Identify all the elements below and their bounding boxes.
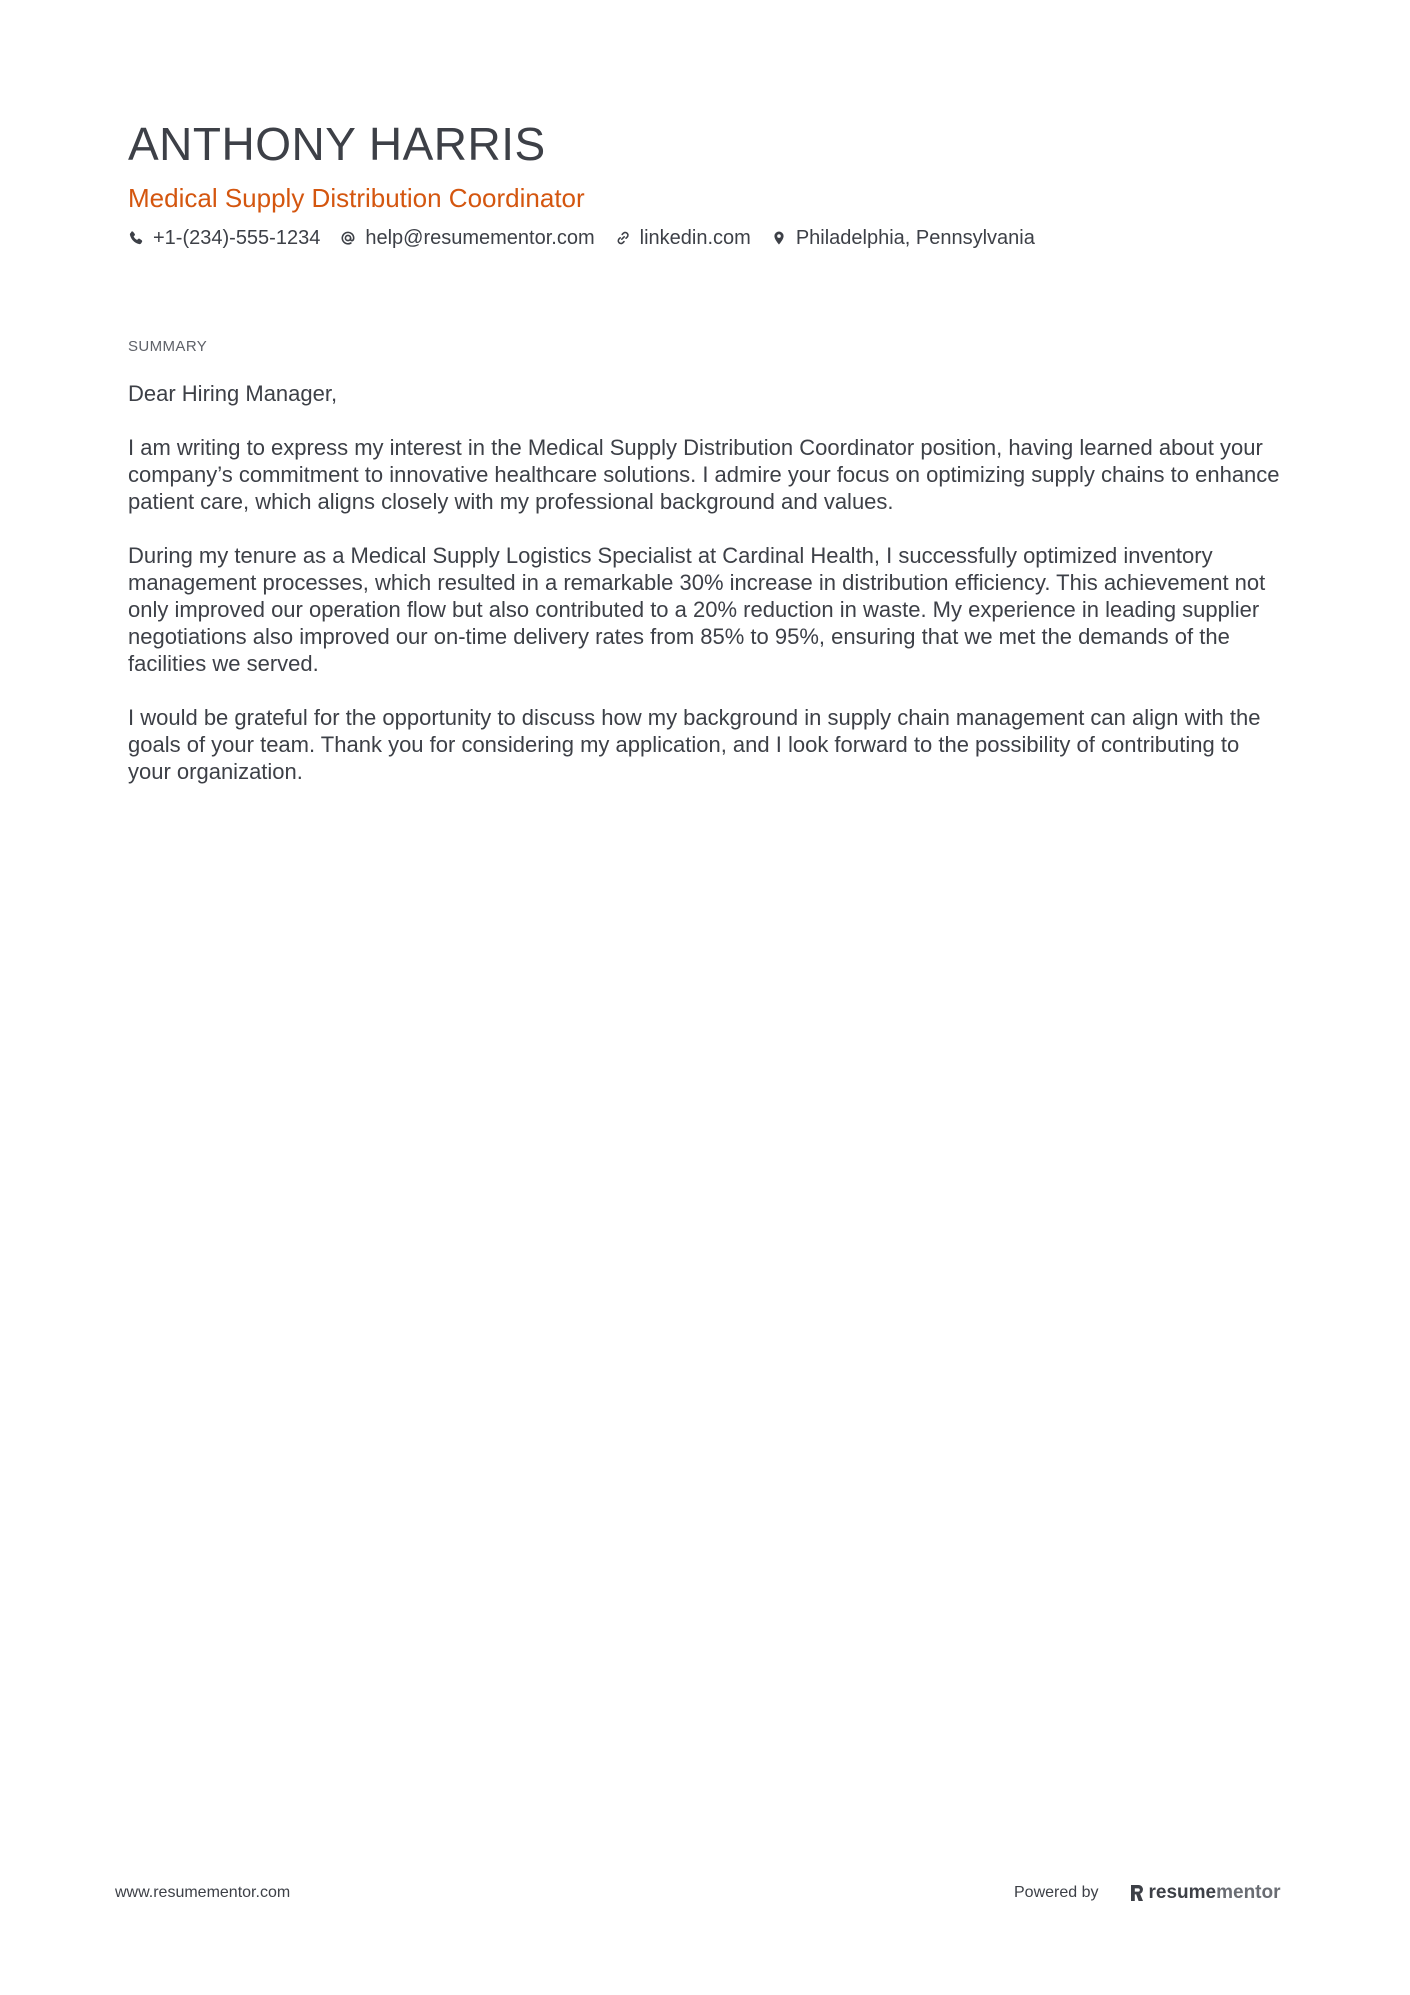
contact-email[interactable] — [340, 224, 594, 252]
powered-by-label: Powered by — [1014, 1884, 1099, 1901]
paragraph-experience: During my tenure as a Medical Supply Logistics Specialist at Cardinal Health, I successfully optimized inventory management processes, which resulted in a remarkable 30% increase in distribution efficiency. This achievement not only improved our operation flow but also contributed to a 20% reduction in waste. My experience in leading supplier negotiations also improved our on-time delivery rates from 85% to 95%, ensuring that we met the demands of the facilities we served. — [128, 543, 1266, 676]
brand-logo[interactable] — [1129, 1882, 1281, 1904]
resumementor-logo-icon — [1129, 1883, 1145, 1903]
paragraph-closing: I would be grateful for the opportunity to discuss how my background in supply chain management can align with the goals of your team. Thank you for considering my application, and I look forward to the possibility of contributing to your organization. — [128, 705, 1261, 784]
footer-website-link[interactable]: www.resumementor.com — [115, 1884, 291, 1901]
powered-by — [1014, 1882, 1281, 1904]
candidate-name: ANTHONY HARRIS — [128, 118, 546, 170]
greeting: Dear Hiring Manager, — [128, 381, 338, 406]
brand-name-part1: resume — [1148, 1882, 1217, 1903]
contact-bar — [128, 224, 1288, 252]
map-pin-icon — [771, 230, 787, 246]
section-title: SUMMARY — [128, 338, 208, 355]
contact-phone — [128, 224, 320, 252]
location-text: Philadelphia, Pennsylvania — [795, 227, 1035, 249]
contact-link[interactable] — [615, 224, 751, 252]
link-icon — [615, 230, 631, 246]
letter-body — [128, 380, 1288, 785]
brand-name-part2: mentor — [1216, 1882, 1281, 1903]
phone-icon — [128, 230, 144, 246]
phone-text: +1-(234)-555-1234 — [153, 227, 321, 249]
job-title: Medical Supply Distribution Coordinator — [128, 183, 585, 213]
header — [128, 116, 1288, 252]
contact-location — [771, 224, 1035, 252]
summary-section — [128, 336, 1288, 812]
linkedin-link[interactable]: linkedin.com — [639, 227, 751, 249]
at-icon — [340, 230, 356, 246]
email-link[interactable]: help@resumementor.com — [365, 227, 595, 249]
paragraph-intro: I am writing to express my interest in the Medical Supply Distribution Coordinator position, having learned about your company’s commitment to innovative healthcare solutions. I admire your focus on optimizing supply chains to enhance patient care, which aligns closely with my professional background and values. — [128, 435, 1280, 514]
